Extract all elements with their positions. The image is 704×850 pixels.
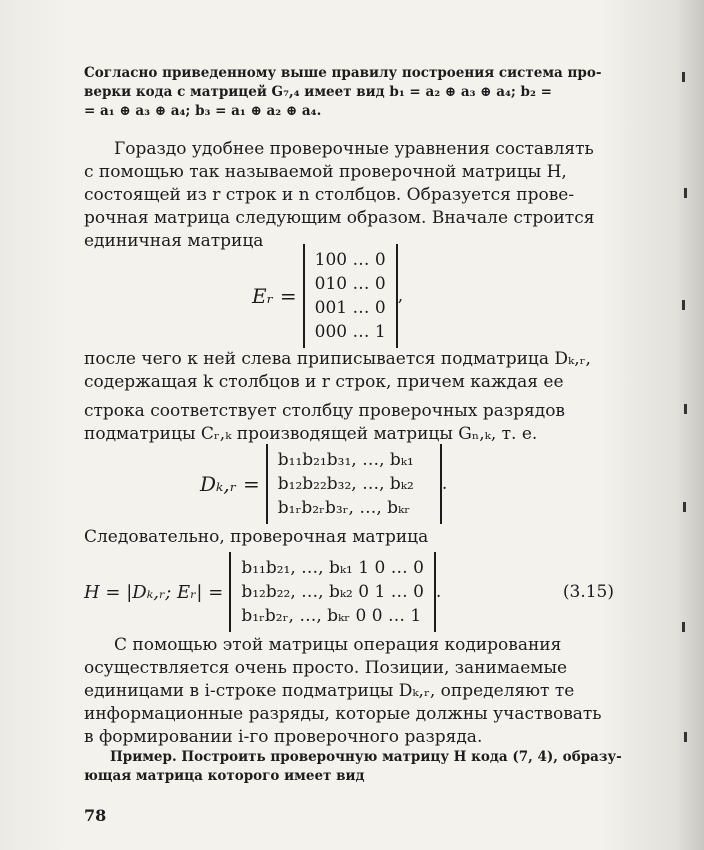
- example-line-1: Пример. Построить проверочную матрицу H кода (7, 4), образу-: [110, 749, 622, 765]
- margin-mark: [684, 188, 687, 198]
- after-e-line-2: содержащая k столбцов и r строк, причем каждая ее: [84, 372, 564, 392]
- after-e-line-1: после чего к ней слева приписывается подматрица Dₖ,ᵣ,: [84, 349, 591, 369]
- equation-number: (3.15): [562, 582, 614, 602]
- coding-line-2: осуществляется очень просто. Позиции, занимаемые: [84, 658, 568, 678]
- matrix-d-lhs: Dₖ,ᵣ =: [200, 472, 260, 496]
- matrix-e-body: [303, 244, 398, 348]
- matrix-e-lhs: Eᵣ =: [252, 284, 297, 308]
- coding-line-3: единицами в i-строке подматрицы Dₖ,ᵣ, определяют те: [84, 681, 575, 701]
- coding-line-1: С помощью этой матрицы операция кодирования: [114, 635, 562, 655]
- main-line-3: состоящей из r строк и n столбцов. Образуется прове-: [84, 185, 575, 205]
- matrix-h-lhs: H = |Dₖ,ᵣ; Eᵣ| =: [84, 581, 224, 603]
- matrix-h-row: b₁ᵣb₂ᵣ, …, bₖᵣ 0 0 … 1: [241, 606, 422, 626]
- margin-mark: [682, 300, 685, 310]
- matrix-d-row: b₁₁b₂₁b₃₁, …, bₖ₁: [277, 450, 414, 470]
- matrix-e-row: 100 … 0: [314, 250, 386, 270]
- main-paragraph: [84, 138, 614, 253]
- coding-line-5: в формировании i-го проверочного разряда.: [84, 727, 483, 747]
- matrix-e-row: 001 … 0: [314, 298, 386, 318]
- margin-mark: [682, 622, 685, 632]
- main-line-1: Гораздо удобнее проверочные уравнения составлять: [114, 139, 594, 159]
- after-e-line-4: подматрицы Cᵣ,ₖ производящей матрицы Gₙ,ₖ, т. е.: [84, 424, 538, 444]
- example-paragraph: [84, 748, 622, 786]
- margin-mark: [682, 72, 685, 82]
- h-intro-line: Следовательно, проверочная матрица: [84, 527, 429, 547]
- intro-line-2: верки кода с матрицей G₇,₄ имеет вид b₁ = a₂ ⊕ a₃ ⊕ a₄; b₂ =: [84, 84, 552, 100]
- intro-line-1: Согласно приведенному выше правилу построения система про-: [84, 65, 602, 81]
- matrix-h-punct: .: [435, 582, 442, 602]
- margin-mark: [684, 404, 687, 414]
- matrix-d-row: b₁ᵣb₂ᵣb₃ᵣ, …, bₖᵣ: [277, 498, 411, 518]
- margin-mark: [684, 732, 687, 742]
- after-e-paragraph: [84, 348, 614, 446]
- matrix-d-punct: .: [441, 474, 448, 494]
- main-line-2: с помощью так называемой проверочной матрицы H,: [84, 162, 567, 182]
- matrix-e-punct: ,: [397, 286, 404, 306]
- matrix-d-row: b₁₂b₂₂b₃₂, …, bₖ₂: [277, 474, 414, 494]
- intro-line-3: = a₁ ⊕ a₃ ⊕ a₄; b₃ = a₁ ⊕ a₂ ⊕ a₄.: [84, 103, 322, 119]
- matrix-d-equation: [200, 444, 447, 524]
- after-e-line-3: строка соответствует столбцу проверочных разрядов: [84, 401, 565, 421]
- matrix-d-body: [266, 444, 442, 524]
- matrix-h-row: b₁₁b₂₁, …, bₖ₁ 1 0 … 0: [241, 558, 424, 578]
- example-line-2: ющая матрица которого имеет вид: [84, 768, 365, 784]
- main-line-5: единичная матрица: [84, 231, 264, 251]
- coding-line-4: информационные разряды, которые должны участвовать: [84, 704, 602, 724]
- page-number: 78: [84, 806, 107, 825]
- matrix-h-body: [229, 552, 436, 632]
- h-intro: [84, 526, 614, 549]
- margin-mark: [683, 502, 686, 512]
- matrix-e-row: 000 … 1: [314, 322, 386, 342]
- matrix-e-row: 010 … 0: [314, 274, 386, 294]
- matrix-h-equation: [84, 552, 441, 632]
- intro-paragraph: [84, 64, 614, 121]
- main-line-4: рочная матрица следующим образом. Вначале строится: [84, 208, 595, 228]
- coding-paragraph: [84, 634, 614, 749]
- matrix-h-row: b₁₂b₂₂, …, bₖ₂ 0 1 … 0: [241, 582, 424, 602]
- matrix-e-equation: [252, 244, 403, 348]
